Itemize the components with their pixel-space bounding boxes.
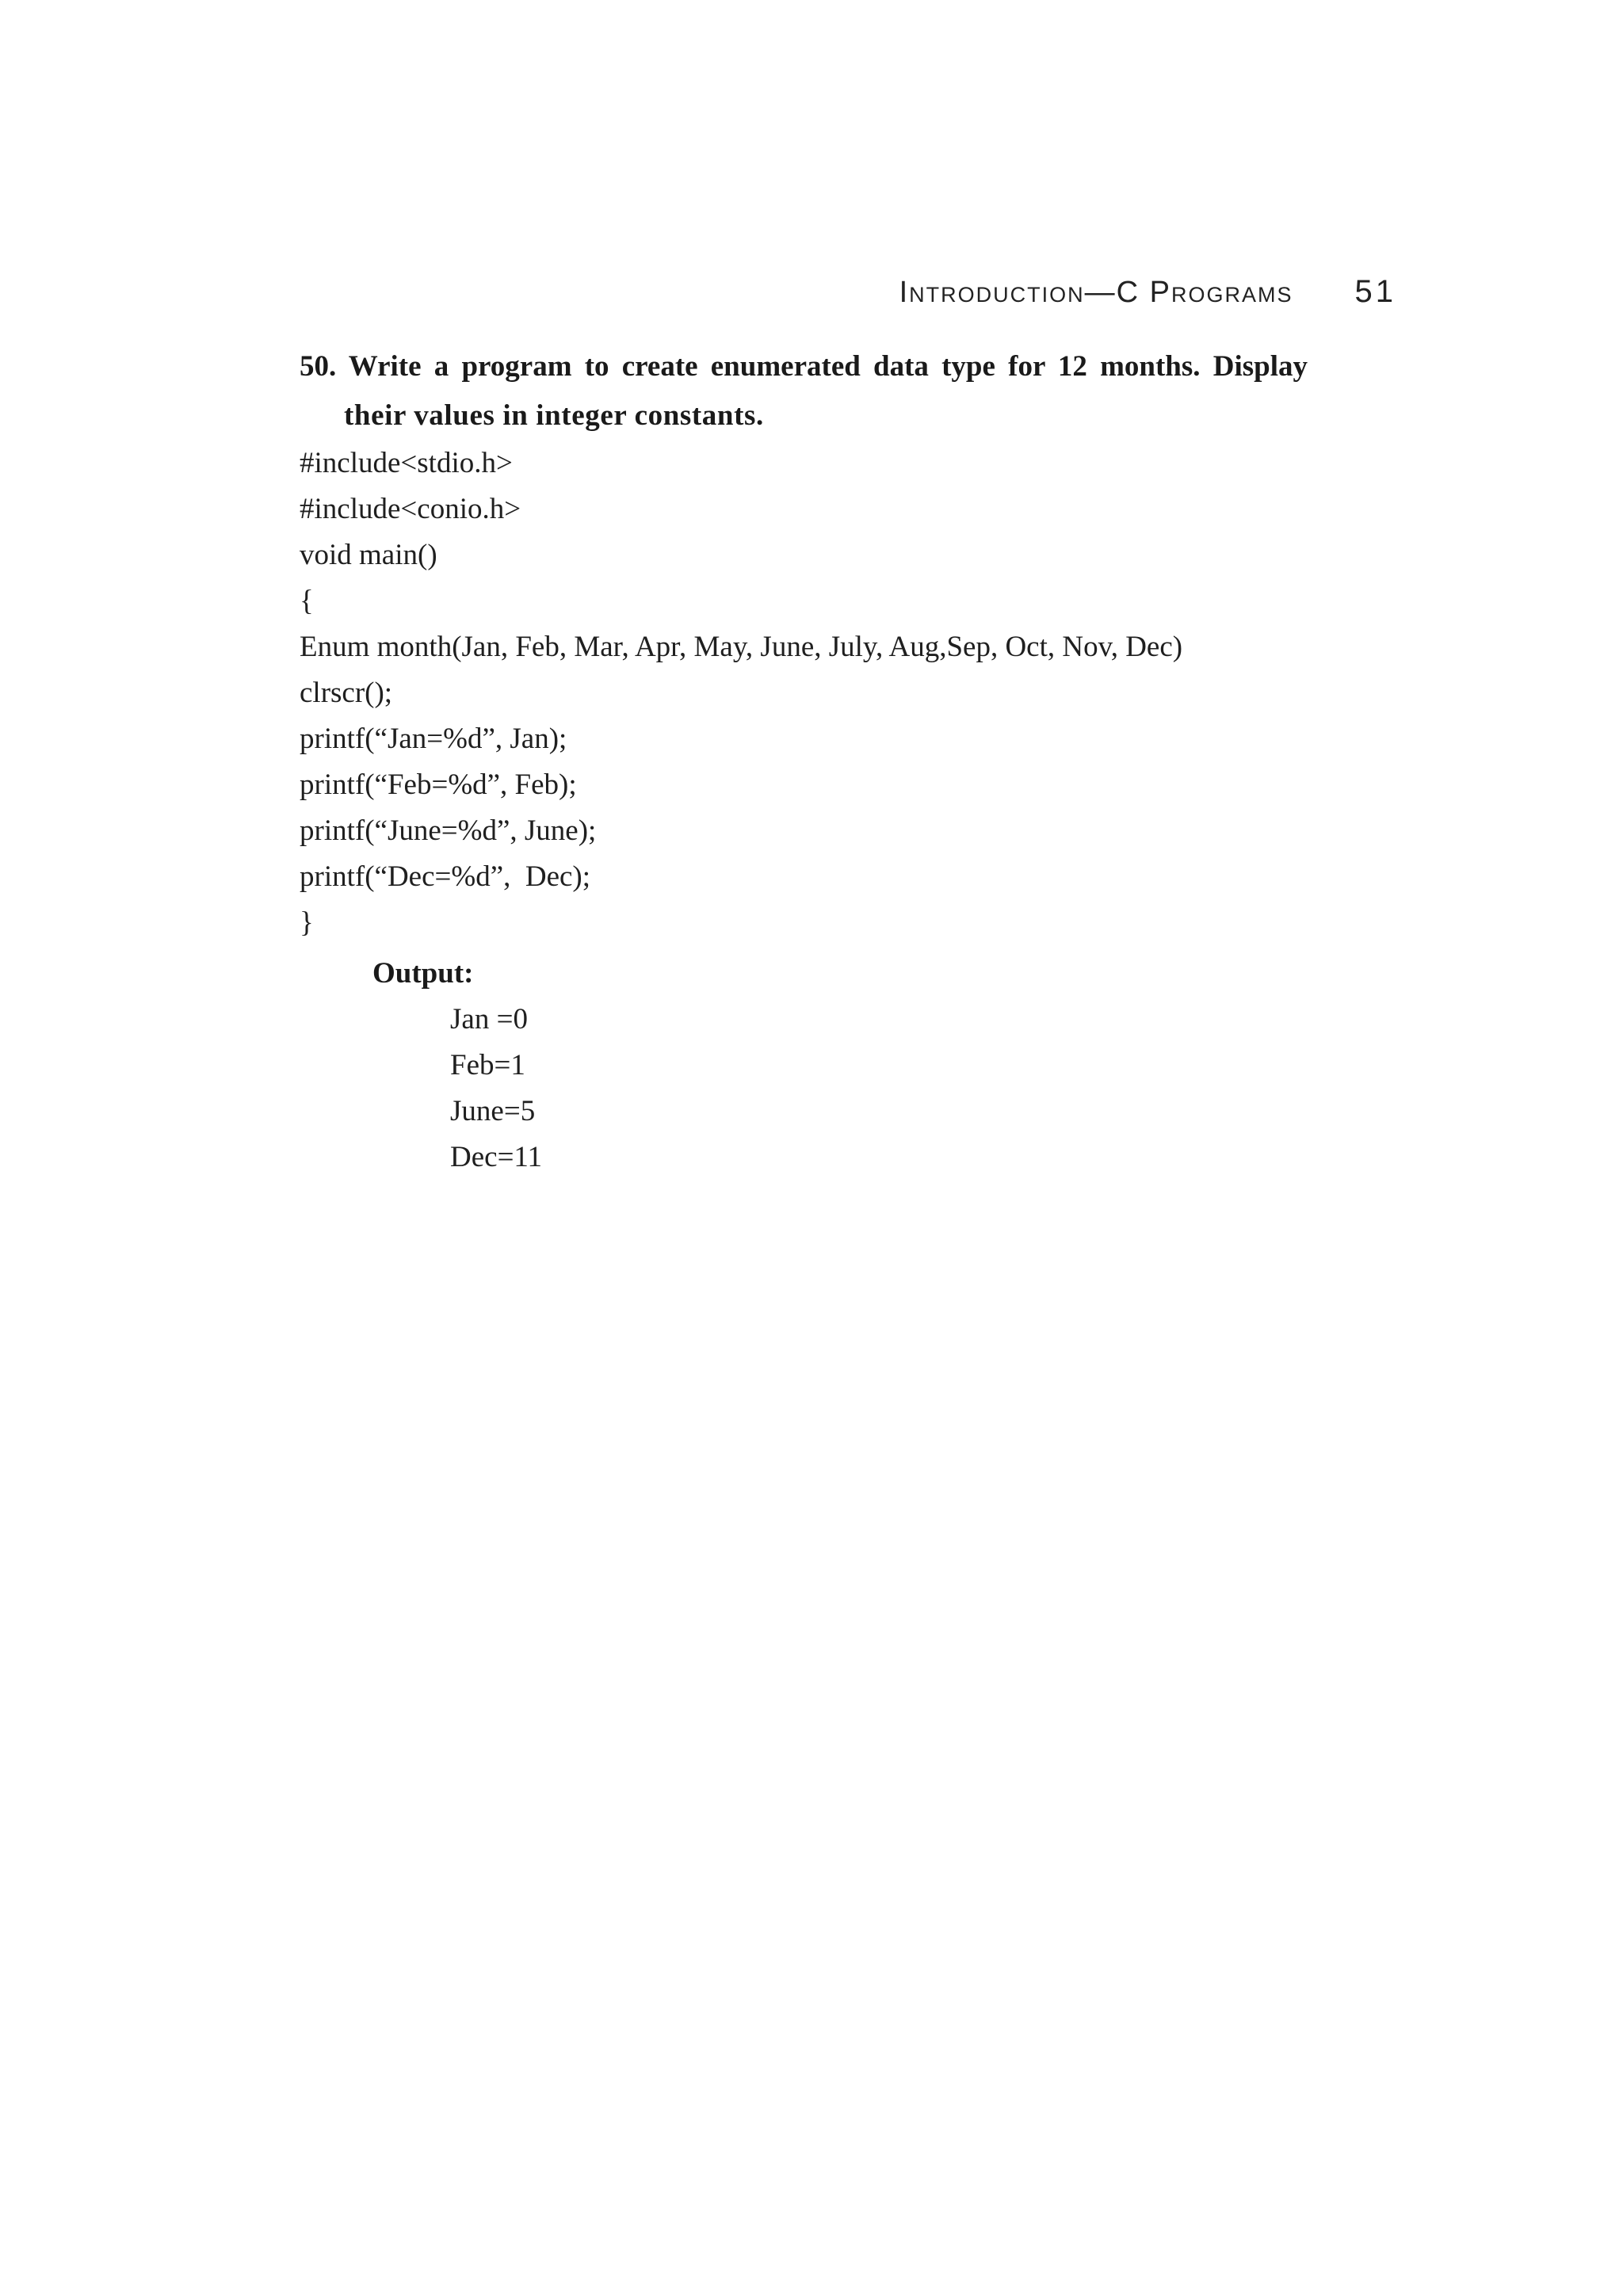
code-line-clrscr: clrscr(); [300,677,393,709]
code-line-printf-jan: printf(“Jan=%d”, Jan); [300,723,567,755]
code-line-printf-dec: printf(“Dec=%d”, Dec); [300,860,591,893]
question-line-2: their values in integer constants. [344,399,764,432]
running-head-title: Introduction—C Programs [899,276,1293,309]
output-label: Output: [372,957,474,990]
output-lines [450,997,542,1180]
page-number: 51 [1354,274,1396,309]
code-line-main: void main() [300,539,437,571]
output-line-june: June=5 [450,1095,536,1127]
code-line-include-conio: #include<conio.h> [300,493,521,525]
question-line-1: 50. Write a program to create enumerated data type for 12 months. Display [300,350,1308,383]
output-line-dec: Dec=11 [450,1141,543,1173]
program-listing [300,441,1182,946]
code-line-close-brace: } [300,906,314,939]
running-head [899,274,1396,310]
question-heading [300,342,1308,441]
code-line-printf-feb: printf(“Feb=%d”, Feb); [300,769,577,801]
output-line-jan: Jan =0 [450,1003,528,1035]
code-line-printf-june: printf(“June=%d”, June); [300,814,597,847]
output-line-feb: Feb=1 [450,1049,525,1081]
code-line-enum: Enum month(Jan, Feb, Mar, Apr, May, June, July, Aug,Sep, Oct, Nov, Dec) [300,631,1183,663]
code-line-include-stdio: #include<stdio.h> [300,447,513,479]
code-line-open-brace: { [300,585,314,617]
